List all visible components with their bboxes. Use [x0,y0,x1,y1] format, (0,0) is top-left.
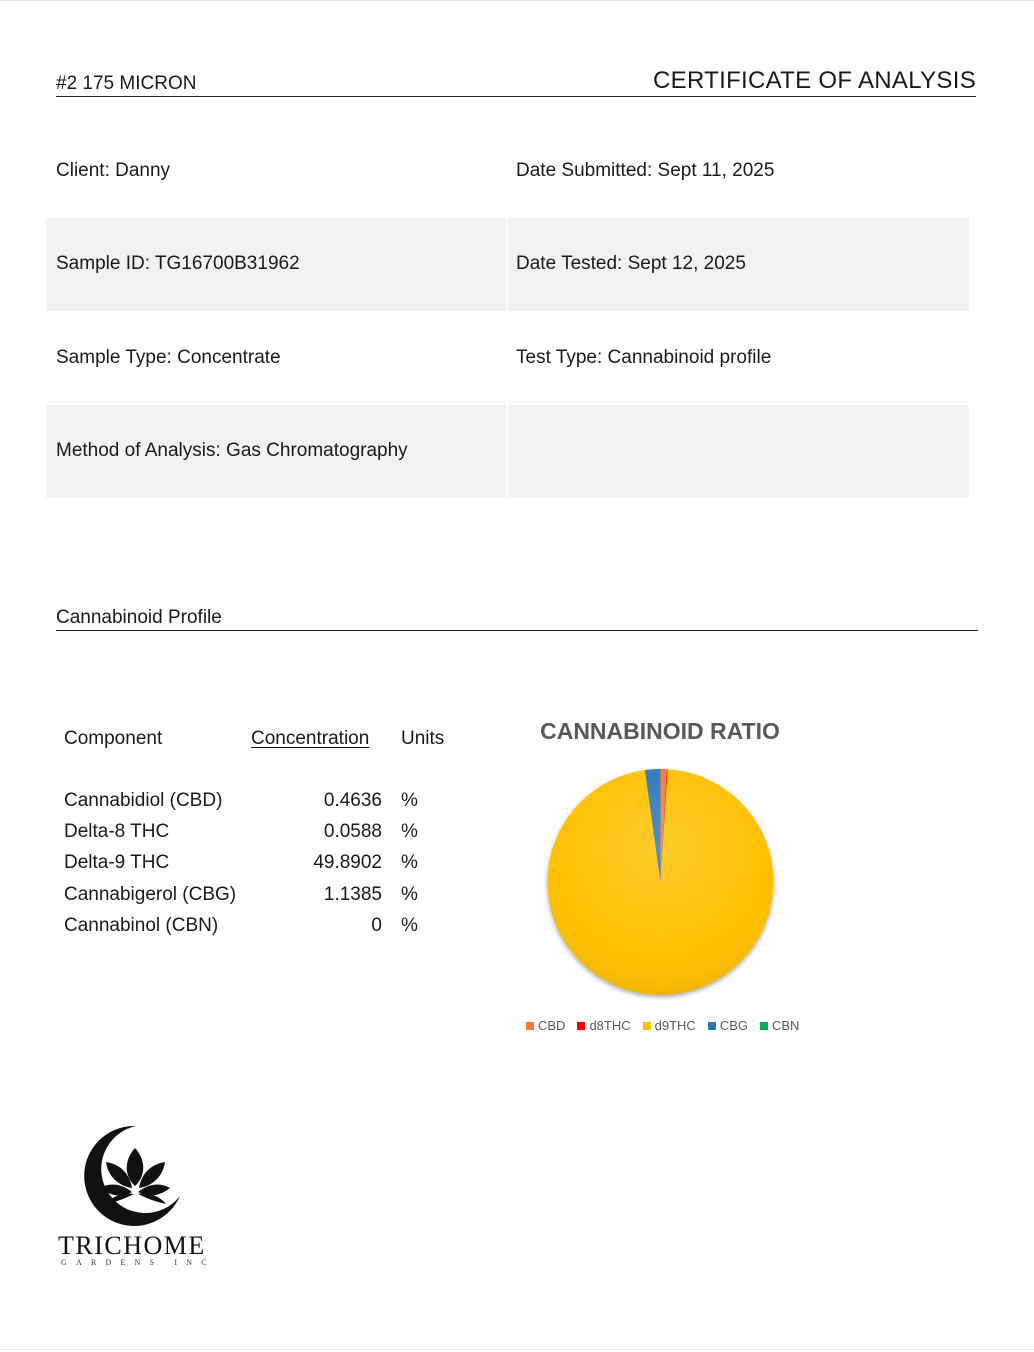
legend-swatch [708,1022,716,1030]
component-name: Cannabidiol (CBD) [64,790,223,811]
legend-item-cbg [708,1018,748,1033]
component-unit: % [401,914,418,936]
test-type-field: Test Type: Cannabinoid profile [516,346,772,368]
component-name: Cannabigerol (CBG) [64,883,237,905]
legend-label: d8THC [589,1018,631,1033]
document-header [56,66,976,97]
logo-subtitle: GARDENS INC [61,1258,216,1267]
section-heading [56,606,978,631]
header-component: Component [64,728,163,749]
info-row [46,218,969,312]
sample-id-field: Sample ID: TG16700B31962 [46,218,506,312]
header-units: Units [401,728,445,749]
table-row [64,852,464,883]
component-value: 0.4636 [323,790,382,811]
legend-swatch [526,1022,534,1030]
info-row [46,124,969,218]
table-row [64,915,464,946]
component-unit: % [401,821,418,843]
bottom-border [0,1349,1034,1350]
legend-label: CBD [538,1018,566,1033]
component-value: 0.0588 [323,821,382,843]
pie-chart [530,760,790,1010]
logo-name: TRICHOME [58,1231,206,1260]
table-row [64,821,464,852]
component-value: 1.1385 [323,883,382,905]
table-row [64,884,464,915]
legend-swatch [643,1022,651,1030]
component-unit: % [401,790,418,811]
chart-title: CANNABINOID RATIO [540,718,780,744]
info-row [46,405,969,499]
chart-legend [526,1018,811,1033]
component-unit: % [401,852,418,874]
component-value: 49.8902 [313,852,382,874]
legend-label: CBG [719,1018,748,1033]
section-title: Cannabinoid Profile [56,607,222,628]
component-name: Delta-8 THC [64,821,170,843]
component-name: Cannabinol (CBN) [64,914,219,936]
legend-label: d9THC [654,1018,696,1033]
table-body [64,790,464,946]
legend-swatch [577,1022,585,1030]
client-field: Client: Danny [56,159,171,181]
info-row [46,311,969,405]
legend-swatch [760,1022,768,1030]
sample-type-field: Sample Type: Concentrate [56,346,281,368]
product-name: #2 175 MICRON [56,73,197,94]
document-title: CERTIFICATE OF ANALYSIS [653,67,976,94]
legend-item-cbd [526,1018,565,1033]
empty-cell [508,405,969,499]
legend-item-cbn [760,1018,799,1033]
sample-info-table [46,124,969,498]
legend-label: CBN [772,1018,800,1033]
top-border [0,0,1034,1]
legend-item-d8thc [577,1018,630,1033]
legend-item-d9thc [643,1018,696,1033]
component-name: Delta-9 THC [64,852,170,874]
date-submitted-field: Date Submitted: Sept 11, 2025 [516,159,775,181]
component-unit: % [401,883,418,905]
date-tested-field: Date Tested: Sept 12, 2025 [508,218,969,312]
table-row [64,790,464,821]
header-concentration: Concentration [251,728,370,749]
component-value: 0 [371,914,382,936]
method-field: Method of Analysis: Gas Chromatography [46,405,506,499]
